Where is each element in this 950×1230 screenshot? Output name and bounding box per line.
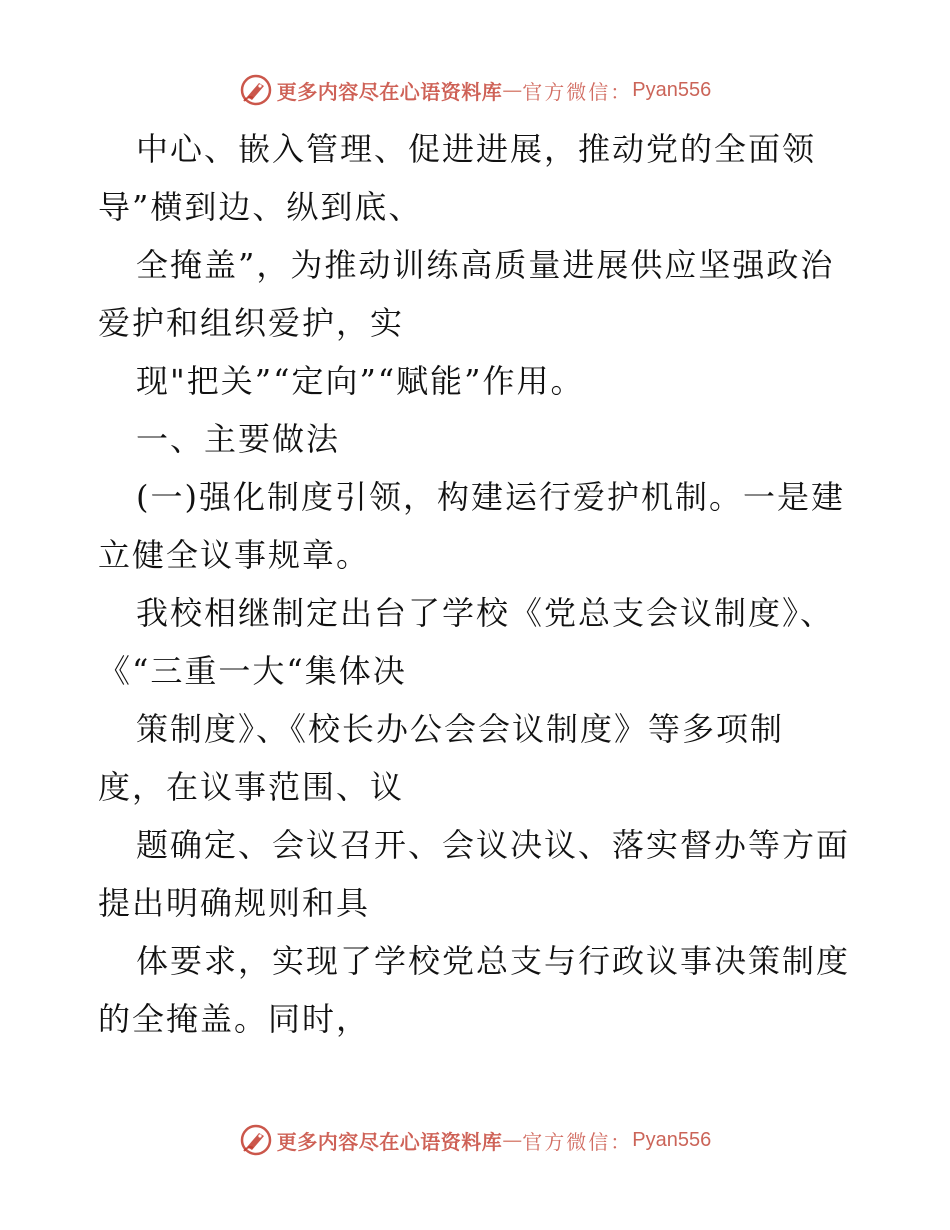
paragraph-line: 策制度》、《校长办公会会议制度》等多项制 <box>136 710 785 748</box>
watermark-wechat-id: Pyan556 <box>632 1128 712 1151</box>
watermark-group <box>239 1123 711 1157</box>
watermark-text: 更多内容尽在心语资料库 <box>276 1129 503 1154</box>
watermark-dash: — <box>502 78 523 102</box>
paragraph-line: 题确定、会议召开、会议决议、落实督办等方面 <box>136 826 851 864</box>
paragraph-line: 《“三重一大“集体决 <box>98 652 407 690</box>
paragraph-line: 现"把关”“定向”“赋能”作用。 <box>136 362 585 400</box>
paragraph-line: (一)强化制度引领，构建运行爱护机制。一是建 <box>136 478 845 516</box>
paragraph-line: 体要求，实现了学校党总支与行政议事决策制度 <box>136 942 851 980</box>
pen-nib-logo-icon <box>239 1123 273 1157</box>
watermark-official-label: 官方微信： <box>522 79 633 104</box>
watermark-wechat-id: Pyan556 <box>632 78 712 101</box>
paragraph-line: 全掩盖”，为推动训练高质量进展供应坚强政治 <box>136 246 835 284</box>
paragraph-line: 中心、嵌入管理、促进进展，推动党的全面领 <box>136 130 817 168</box>
header-watermark <box>0 70 950 110</box>
pen-nib-logo-icon <box>239 73 273 107</box>
paragraph-line: 爱护和组织爱护，实 <box>98 304 405 342</box>
watermark-group <box>239 73 711 107</box>
watermark-official-label: 官方微信： <box>522 1129 633 1154</box>
document-body <box>98 120 858 1048</box>
footer-watermark <box>0 1120 950 1160</box>
section-heading: 一、主要做法 <box>136 420 341 458</box>
paragraph-line: 度，在议事范围、议 <box>98 768 405 806</box>
paragraph-line: 我校相继制定出台了学校《党总支会议制度》、 <box>136 594 835 632</box>
paragraph-line: 的全掩盖。同时， <box>98 1000 371 1038</box>
paragraph-line: 立健全议事规章。 <box>98 536 371 574</box>
watermark-text: 更多内容尽在心语资料库 <box>276 79 503 104</box>
paragraph-line: 导”横到边、纵到底、 <box>98 188 423 226</box>
watermark-dash: — <box>502 1128 523 1152</box>
paragraph-line: 提出明确规则和具 <box>98 884 371 922</box>
